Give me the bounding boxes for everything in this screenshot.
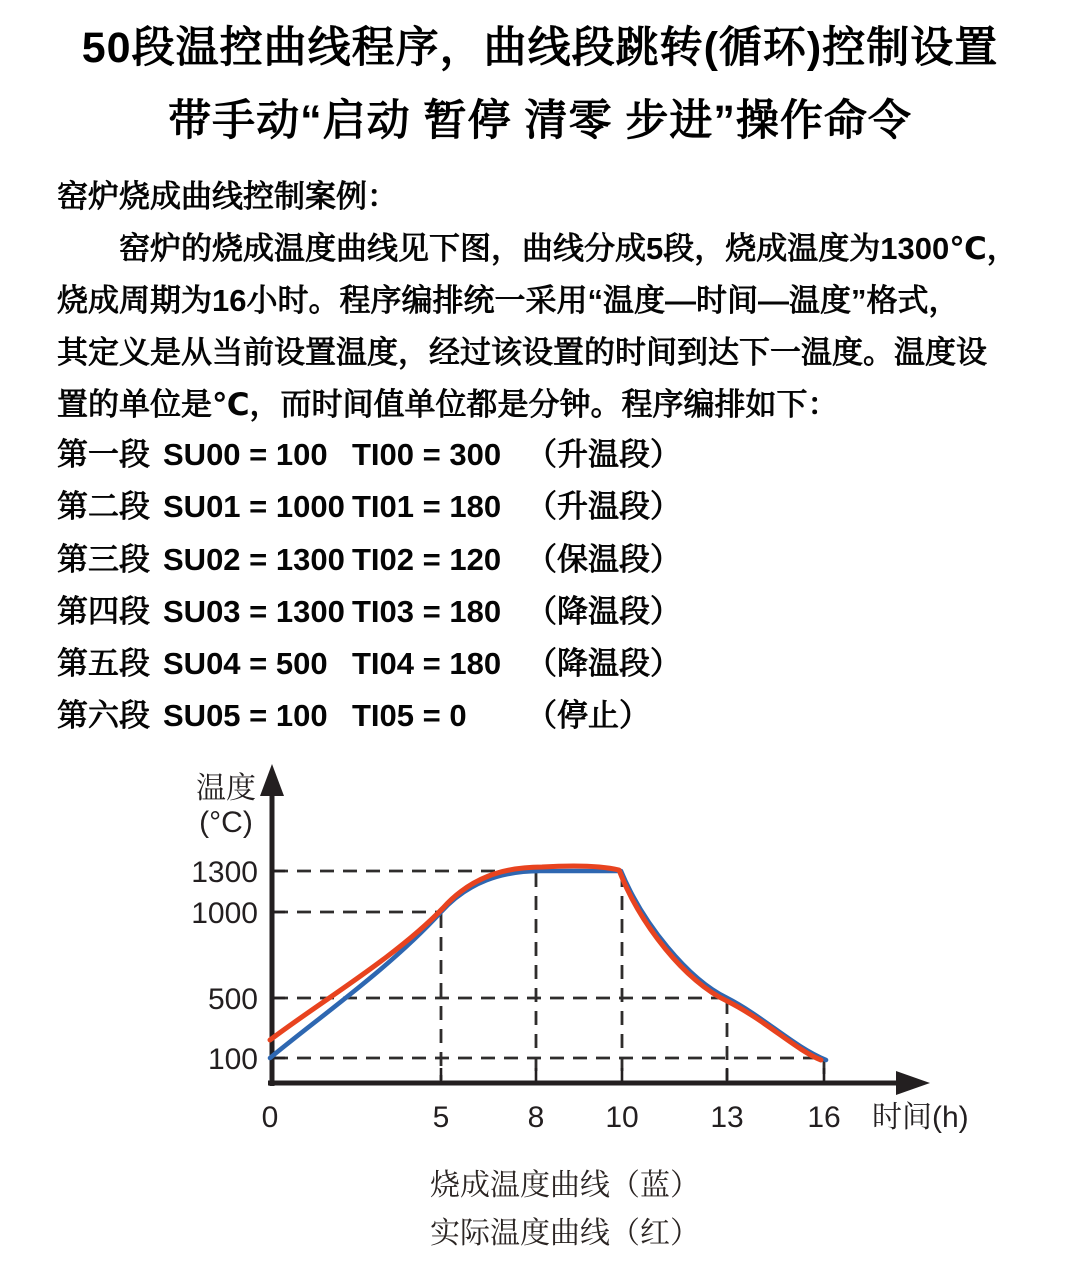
segment-note: （降温段） xyxy=(526,593,681,629)
segment-ti-value: TI03 = 180 xyxy=(352,593,502,629)
y-tick-500: 500 xyxy=(207,983,258,1016)
y-tick-100: 100 xyxy=(207,1043,258,1076)
segment-name: 第四段 xyxy=(57,593,150,629)
segment-ti-value: TI05 = 0 xyxy=(352,698,467,734)
y-tick-1300: 1300 xyxy=(191,856,258,889)
x-tick-0: 0 xyxy=(261,1101,279,1134)
segment-ti-value: TI00 = 300 xyxy=(352,437,502,472)
segment-row xyxy=(57,429,1025,481)
title-line-2: 带手动“启动 暂停 清零 步进”操作命令 xyxy=(168,97,912,145)
segment-name: 第六段 xyxy=(57,698,150,734)
segment-name: 第五段 xyxy=(57,646,150,682)
segment-su-value: SU01 = 1000 xyxy=(163,489,345,525)
y-axis-title: 温度 xyxy=(196,772,256,805)
x-axis-title: 时间(h) xyxy=(872,1101,969,1134)
paragraph-line: 置的单位是℃，而时间值单位都是分钟。程序编排如下： xyxy=(57,387,839,422)
segment-row xyxy=(57,534,1025,586)
segment-name: 第一段 xyxy=(57,437,150,472)
segment-note: （停止） xyxy=(526,698,650,734)
x-tick-5: 5 xyxy=(432,1101,450,1134)
legend-actual-curve: 实际温度曲线（红） xyxy=(430,1217,700,1250)
case-heading: 窑炉烧成曲线控制案例： xyxy=(57,179,398,214)
segment-su-value: SU00 = 100 xyxy=(163,437,328,472)
program-segment-list xyxy=(57,429,1025,743)
y-axis-unit: (°C) xyxy=(199,806,253,839)
x-axis xyxy=(268,1068,930,1095)
x-tick-8: 8 xyxy=(527,1101,545,1134)
paragraph-line: 其定义是从当前设置温度，经过该设置的时间到达下一温度。温度设 xyxy=(57,335,987,370)
segment-row xyxy=(57,481,1025,533)
segment-su-value: SU02 = 1300 xyxy=(163,541,345,577)
segment-row xyxy=(57,586,1025,638)
temperature-curve-chart xyxy=(0,748,1080,1148)
segment-ti-value: TI02 = 120 xyxy=(352,541,502,577)
segment-row xyxy=(57,690,1025,742)
segment-note: （升温段） xyxy=(526,489,681,525)
dashed-gridlines xyxy=(274,871,826,1080)
segment-name: 第三段 xyxy=(57,541,150,577)
segment-name: 第二段 xyxy=(57,489,150,525)
segment-ti-value: TI01 = 180 xyxy=(352,489,502,525)
paragraph-line: 烧成周期为16小时。程序编排统一采用“温度—时间—温度”格式， xyxy=(57,283,960,318)
x-tick-10: 10 xyxy=(605,1101,639,1134)
segment-su-value: SU05 = 100 xyxy=(163,698,328,734)
chart-legend xyxy=(0,1162,1080,1258)
y-tick-1000: 1000 xyxy=(191,897,258,930)
case-description xyxy=(57,171,1025,431)
legend-set-curve: 烧成温度曲线（蓝） xyxy=(430,1169,700,1202)
segment-su-value: SU03 = 1300 xyxy=(163,593,345,629)
chart-canvas xyxy=(0,748,1080,1148)
page-title xyxy=(0,12,1080,158)
segment-ti-value: TI04 = 180 xyxy=(352,646,502,682)
actual-temperature-curve-red xyxy=(270,866,821,1060)
set-temperature-curve-blue xyxy=(270,871,826,1060)
x-tick-16: 16 xyxy=(807,1101,841,1134)
x-tick-13: 13 xyxy=(710,1101,744,1134)
segment-row xyxy=(57,638,1025,690)
paragraph-line: 窑炉的烧成温度曲线见下图，曲线分成5段，烧成温度为1300℃， xyxy=(119,231,1018,266)
segment-note: （保温段） xyxy=(526,541,681,577)
segment-note: （降温段） xyxy=(526,646,681,682)
segment-su-value: SU04 = 500 xyxy=(163,646,328,682)
segment-note: （升温段） xyxy=(526,437,681,472)
title-line-1: 50段温控曲线程序，曲线段跳转(循环)控制设置 xyxy=(81,24,999,72)
